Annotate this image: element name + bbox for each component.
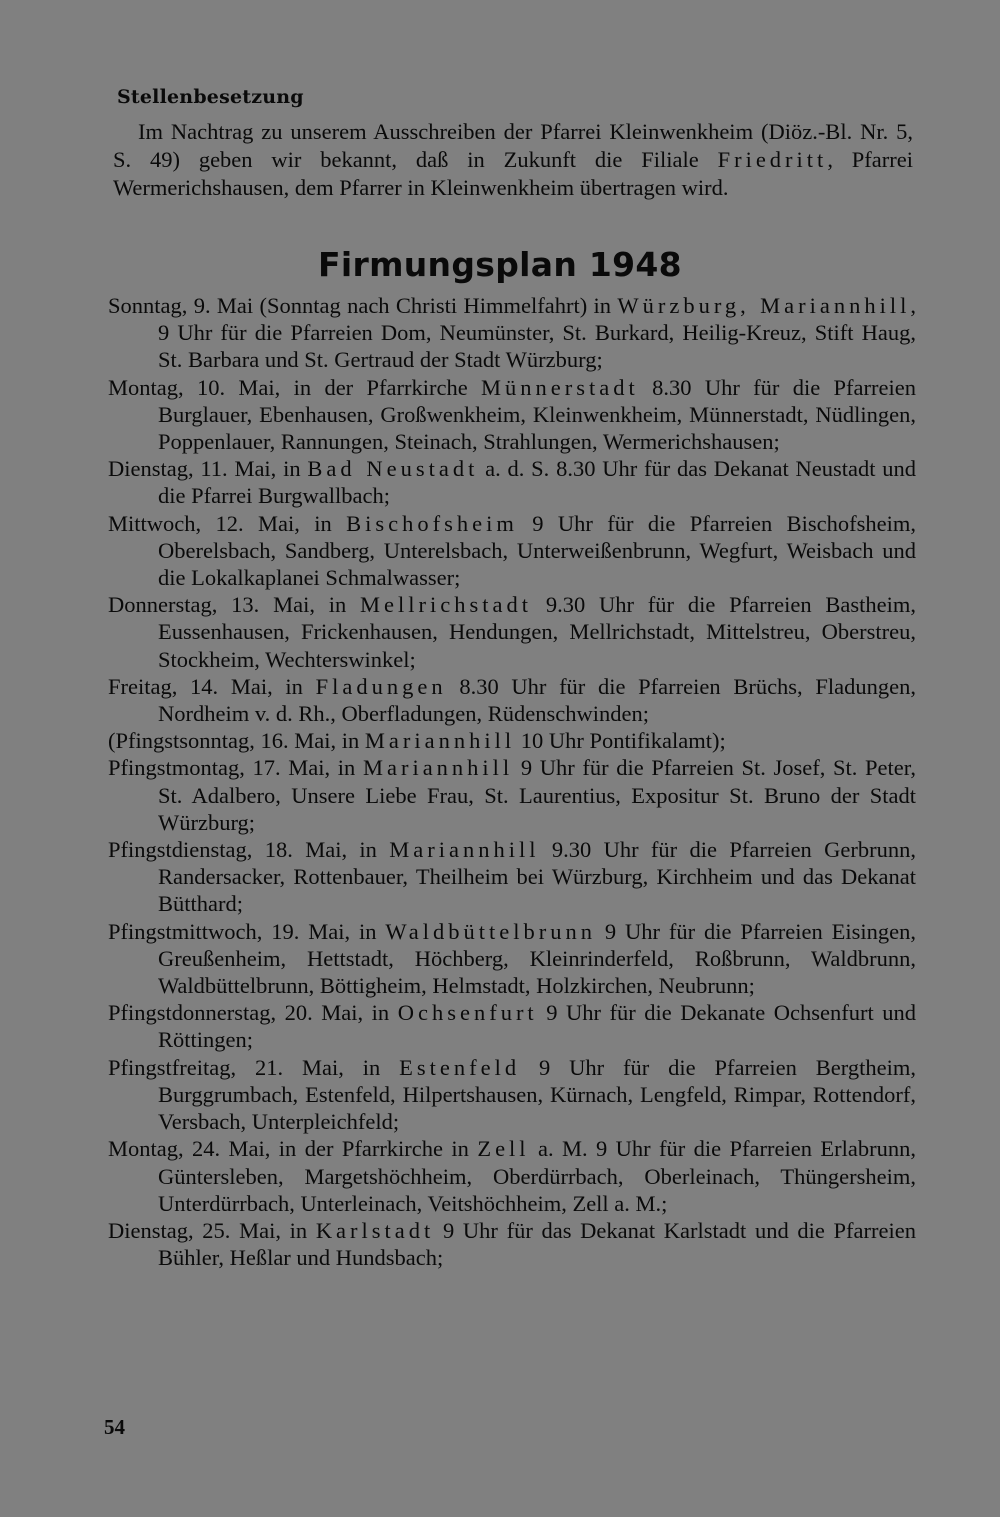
entry-details: 9 Uhr für die Pfarreien Bergtheim, Burggrumbach, Estenfeld, Hilpertshausen, Kürnach, Lengfeld, Rimpar, Rottendorf, Versbach, Unterpleichfeld;: [158, 1054, 916, 1135]
entry-details: 9.30 Uhr für die Pfarreien Gerbrunn, Randersacker, Rottenbauer, Theilheim bei Würzburg, Kirchheim und das Dekanat Bütthard;: [158, 837, 917, 917]
entry-place: Mellrichstadt: [360, 592, 533, 618]
page-number: 54: [104, 1415, 125, 1439]
entry-details: 9 Uhr für die Pfarreien Eisingen, Greußenheim, Hettstadt, Höchberg, Kleinrinderfeld, Roßbrunn, Waldbrunn, Waldbüttelbrunn, Böttigheim, Helmstadt, Holzkirchen, Neubrunn;: [158, 918, 917, 999]
schedule-entry: [108, 1217, 916, 1271]
entry-details: 8.30 Uhr für die Pfarreien Burglauer, Ebenhausen, Großwenkheim, Kleinwenkheim, Münnerstadt, Nüdlingen, Poppenlauer, Rannungen, Steinach, Strahlungen, Wermerichshausen;: [158, 374, 916, 455]
entry-date-text: Freitag, 14. Mai, in: [108, 673, 316, 699]
entry-place: Ochsenfurt: [397, 1000, 538, 1026]
entry-place: Bad Neustadt: [307, 456, 479, 482]
intro-text-2: , Pfarrei Wermerichshausen, dem Pfarrer in Kleinwenkheim übertragen wird.: [113, 147, 913, 200]
page-title: Firmungsplan 1948: [318, 245, 682, 284]
entry-details: , 9 Uhr für die Pfarreien Dom, Neumünster, St. Burkard, Heilig-Kreuz, Stift Haug, St. Barbara und St. Gertraud der Stadt Würzburg;: [158, 293, 916, 373]
intro-paragraph: [113, 118, 913, 202]
schedule-entry: [108, 1054, 916, 1136]
entry-date-text: Pfingstmittwoch, 19. Mai, in: [108, 918, 386, 944]
schedule-entry: [108, 292, 916, 374]
entry-place: Estenfeld: [399, 1054, 521, 1080]
entry-details: 8.30 Uhr für die Pfarreien Brüchs, Fladungen, Nordheim v. d. Rh., Oberfladungen, Rüdenschwinden;: [158, 673, 916, 727]
schedule-entry: [108, 455, 916, 509]
entry-place: Waldbüttelbrunn: [385, 918, 597, 944]
entry-place: Würzburg, Mariannhill: [617, 293, 911, 318]
schedule-entry: [108, 591, 916, 673]
entry-date-text: Donnerstag, 13. Mai, in: [108, 592, 361, 618]
entry-date-text: Dienstag, 25. Mai, in: [108, 1217, 316, 1243]
schedule-entry: [108, 836, 916, 918]
entry-date-text: Montag, 24. Mai, in der Pfarrkirche in: [108, 1136, 478, 1162]
entry-date-text: Pfingstmontag, 17. Mai, in: [108, 755, 363, 781]
entry-date-text: Pfingstdienstag, 18. Mai, in: [108, 837, 390, 863]
schedule-entry: [108, 918, 916, 1000]
entry-date-text: (Pfingstsonntag, 16. Mai, in: [108, 728, 365, 754]
schedule-entry: [108, 510, 916, 592]
schedule-entry: [108, 374, 916, 456]
entry-date-text: Pfingstfreitag, 21. Mai, in: [108, 1054, 400, 1080]
entry-details: 10 Uhr Pontifikalamt);: [515, 728, 726, 754]
intro-place: Friedritt: [717, 147, 828, 172]
entry-place: Mariannhill: [364, 728, 516, 754]
entry-place: Zell: [477, 1136, 530, 1162]
entry-details: a. d. S. 8.30 Uhr für das Dekanat Neustadt und die Pfarrei Burgwallbach;: [158, 456, 916, 509]
entry-place: Münnerstadt: [481, 374, 639, 400]
entry-date-text: Montag, 10. Mai, in der Pfarrkirche: [108, 374, 482, 400]
entry-details: 9 Uhr für die Pfarreien St. Josef, St. Peter, St. Adalbero, Unsere Liebe Frau, St. Laurentius, Expositur St. Bruno der Stadt Würzburg;: [158, 755, 916, 835]
entry-place: Mariannhill: [389, 837, 540, 863]
entry-date-text: Dienstag, 11. Mai, in: [108, 456, 308, 482]
schedule-entry: [108, 754, 916, 836]
section-heading: Stellenbesetzung: [117, 86, 304, 108]
entry-place: Karlstadt: [315, 1217, 435, 1243]
confirmation-schedule: [108, 292, 916, 1271]
intro-text-1: Im Nachtrag zu unserem Ausschreiben der Pfarrei Kleinwenkheim (Diöz.-Bl. Nr. 5, S. 49) geben wir bekannt, daß in Zukunft die Filiale: [113, 119, 913, 172]
entry-details: a. M. 9 Uhr für die Pfarreien Erlabrunn, Güntersleben, Margetshöchheim, Oberdürrbach, Oberleinach, Thüngersheim, Unterdürrbach, Unterleinach, Veitshöchheim, Zell a. M.;: [158, 1136, 916, 1216]
entry-place: Bischofsheim: [346, 510, 518, 536]
entry-details: 9 Uhr für die Dekanate Ochsenfurt und Röttingen;: [158, 1000, 916, 1053]
schedule-entry: [108, 727, 916, 754]
entry-details: 9.30 Uhr für die Pfarreien Bastheim, Eussenhausen, Frickenhausen, Hendungen, Mellrichstadt, Mittelstreu, Oberstreu, Stockheim, Wechterswinkel;: [158, 592, 916, 672]
schedule-entry: [108, 999, 916, 1053]
entry-place: Mariannhill: [362, 755, 514, 781]
entry-date-text: Sonntag, 9. Mai (Sonntag nach Christi Himmelfahrt) in: [108, 293, 618, 318]
schedule-entry: [108, 1135, 916, 1217]
entry-date-text: Mittwoch, 12. Mai, in: [108, 510, 347, 536]
schedule-entry: [108, 673, 916, 727]
entry-details: 9 Uhr für das Dekanat Karlstadt und die Pfarreien Bühler, Heßlar und Hundsbach;: [158, 1217, 916, 1271]
entry-place: Fladungen: [315, 673, 447, 699]
entry-date-text: Pfingstdonnerstag, 20. Mai, in: [108, 1000, 398, 1026]
entry-details: 9 Uhr für die Pfarreien Bischofsheim, Oberelsbach, Sandberg, Unterelsbach, Unterweißenbrunn, Wegfurt, Weisbach und die Lokalkaplanei Schmalwasser;: [158, 510, 916, 591]
